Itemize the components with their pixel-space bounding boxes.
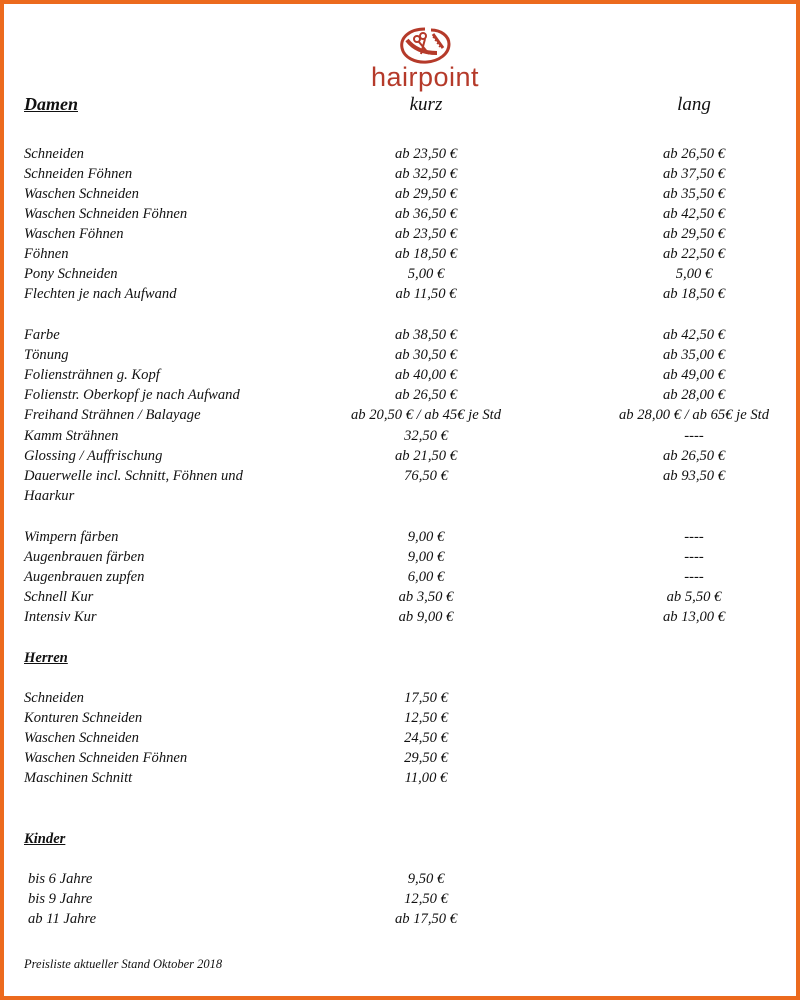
price-row xyxy=(0,144,800,164)
price: 12,50 € xyxy=(404,710,448,726)
price-long: ab 5,50 € xyxy=(666,589,722,605)
service-name: Waschen Föhnen xyxy=(24,226,124,242)
price-row xyxy=(0,587,800,607)
price-row xyxy=(0,325,800,345)
price-long: ab 93,50 € xyxy=(662,468,726,484)
price-long: ab 35,50 € xyxy=(662,186,726,202)
service-name: Waschen Schneiden xyxy=(24,730,139,746)
price: 12,50 € xyxy=(404,891,448,907)
price-long: ab 28,00 € / ab 65€ je Std xyxy=(619,407,769,423)
service-name: bis 9 Jahre xyxy=(28,891,93,907)
price-long: ---- xyxy=(684,569,704,585)
price-short: ab 20,50 € / ab 45€ je Std xyxy=(351,407,501,423)
service-name: Schneiden xyxy=(24,690,84,706)
price-row xyxy=(0,164,800,184)
column-kurz: kurz xyxy=(409,94,443,115)
price-short: ab 23,50 € xyxy=(394,226,458,242)
service-name: Konturen Schneiden xyxy=(24,710,143,726)
price-short: ab 26,50 € xyxy=(394,387,458,403)
price-row xyxy=(0,909,800,929)
brand-name: hairpoint xyxy=(370,62,480,92)
price-short: 76,50 € xyxy=(404,468,448,484)
footer-note: Preisliste aktueller Stand Oktober 2018 xyxy=(24,957,223,971)
price-short: ab 11,50 € xyxy=(395,286,457,302)
price-row xyxy=(0,264,800,284)
price-row xyxy=(0,365,800,385)
price-row xyxy=(0,224,800,244)
service-name: Folienstr. Oberkopf je nach Aufwand xyxy=(24,387,240,403)
service-name: Waschen Schneiden Föhnen xyxy=(24,206,188,222)
price-row xyxy=(0,284,800,304)
logo xyxy=(340,26,510,92)
price: 24,50 € xyxy=(404,730,448,746)
price-short: 5,00 € xyxy=(407,266,445,282)
service-name: Augenbrauen färben xyxy=(24,549,145,565)
price-long: ab 37,50 € xyxy=(662,166,726,182)
price-long: ---- xyxy=(684,529,704,545)
price-long: ---- xyxy=(684,549,704,565)
scissors-comb-logo-icon xyxy=(395,26,455,66)
damen-header xyxy=(0,94,800,120)
price-short: ab 29,50 € xyxy=(394,186,458,202)
price-row xyxy=(0,688,800,708)
herren-header xyxy=(0,648,800,668)
service-name: Maschinen Schnitt xyxy=(24,770,133,786)
service-name: Waschen Schneiden Föhnen xyxy=(24,750,188,766)
price-row xyxy=(0,345,800,365)
price: 29,50 € xyxy=(404,750,448,766)
service-name: Föhnen xyxy=(24,246,69,262)
service-name: bis 6 Jahre xyxy=(28,871,93,887)
service-name: Dauerwelle incl. Schnitt, Föhnen und xyxy=(24,468,243,484)
price-long: ab 42,50 € xyxy=(662,327,726,343)
price-long: 5,00 € xyxy=(675,266,713,282)
price-row xyxy=(0,527,800,547)
price-row xyxy=(0,889,800,909)
price-long: ab 49,00 € xyxy=(662,367,726,383)
price-long: ab 26,50 € xyxy=(662,448,726,464)
price-long: ab 28,00 € xyxy=(662,387,726,403)
price: 9,50 € xyxy=(407,871,445,887)
price-short: ab 36,50 € xyxy=(394,206,458,222)
price-row xyxy=(0,184,800,204)
service-name: ab 11 Jahre xyxy=(28,911,97,927)
price-row xyxy=(0,728,800,748)
service-name: Tönung xyxy=(24,347,69,363)
price-short: ab 21,50 € xyxy=(394,448,458,464)
price: 17,50 € xyxy=(404,690,448,706)
price: 11,00 € xyxy=(404,770,448,786)
kinder-heading: Kinder xyxy=(24,831,66,847)
price-row xyxy=(0,244,800,264)
kinder-header xyxy=(0,829,800,849)
price-row xyxy=(0,567,800,587)
service-name: Flechten je nach Aufwand xyxy=(24,286,177,302)
service-name: Haarkur xyxy=(24,488,75,504)
price-row xyxy=(0,869,800,889)
price-row xyxy=(0,708,800,728)
price-short: ab 30,50 € xyxy=(394,347,458,363)
service-name: Schnell Kur xyxy=(24,589,94,605)
price-long: ---- xyxy=(684,428,704,444)
price-row xyxy=(0,466,800,486)
price-row xyxy=(0,446,800,466)
price-short: ab 32,50 € xyxy=(394,166,458,182)
price-long: ab 22,50 € xyxy=(662,246,726,262)
price: ab 17,50 € xyxy=(394,911,458,927)
price-row xyxy=(0,768,800,788)
price-short: ab 40,00 € xyxy=(394,367,458,383)
price-long: ab 35,00 € xyxy=(662,347,726,363)
service-name: Farbe xyxy=(24,327,60,343)
price-long: ab 29,50 € xyxy=(662,226,726,242)
price-short: ab 18,50 € xyxy=(394,246,458,262)
price-row xyxy=(0,547,800,567)
herren-heading: Herren xyxy=(24,650,68,666)
price-short: 32,50 € xyxy=(404,428,448,444)
price-short: ab 9,00 € xyxy=(398,609,454,625)
price-row xyxy=(0,607,800,627)
service-name: Pony Schneiden xyxy=(24,266,118,282)
price-long: ab 42,50 € xyxy=(662,206,726,222)
damen-heading: Damen xyxy=(24,94,78,114)
price-short: 9,00 € xyxy=(407,549,445,565)
price-short: ab 3,50 € xyxy=(398,589,454,605)
price-short: 9,00 € xyxy=(407,529,445,545)
service-name: Waschen Schneiden xyxy=(24,186,139,202)
price-short: ab 23,50 € xyxy=(394,146,458,162)
service-name: Wimpern färben xyxy=(24,529,119,545)
service-name: Schneiden xyxy=(24,146,84,162)
price-long: ab 18,50 € xyxy=(662,286,726,302)
price-long: ab 13,00 € xyxy=(662,609,726,625)
service-name: Freihand Strähnen / Balayage xyxy=(24,407,201,423)
service-name: Schneiden Föhnen xyxy=(24,166,133,182)
price-row xyxy=(0,748,800,768)
price-row xyxy=(0,385,800,405)
price-row xyxy=(0,426,800,446)
service-name: Glossing / Auffrischung xyxy=(24,448,163,464)
price-short: 6,00 € xyxy=(407,569,445,585)
column-lang: lang xyxy=(677,94,711,115)
price-short: ab 38,50 € xyxy=(394,327,458,343)
price-row-continued xyxy=(0,486,800,506)
price-row xyxy=(0,405,800,425)
service-name: Intensiv Kur xyxy=(24,609,97,625)
price-long: ab 26,50 € xyxy=(662,146,726,162)
service-name: Augenbrauen zupfen xyxy=(24,569,145,585)
service-name: Foliensträhnen g. Kopf xyxy=(24,367,160,383)
service-name: Kamm Strähnen xyxy=(24,428,119,444)
price-row xyxy=(0,204,800,224)
